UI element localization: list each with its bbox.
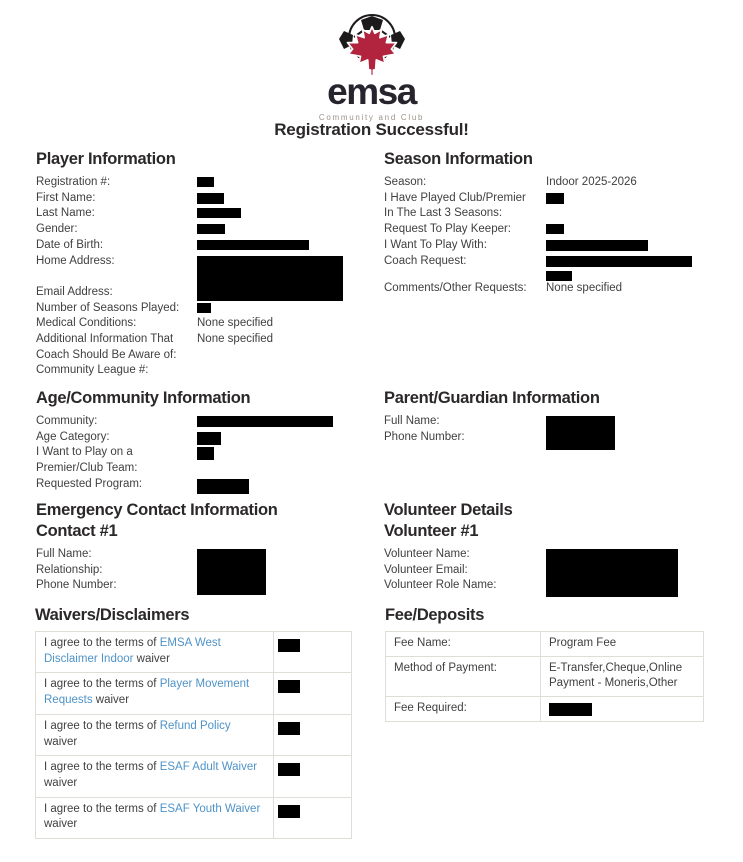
fee-label: Method of Payment:	[386, 656, 541, 696]
waiver-agreement-value	[274, 797, 352, 838]
field-value	[546, 238, 719, 251]
redacted-value	[197, 240, 309, 250]
section-title-line: Emergency Contact Information	[36, 501, 278, 519]
field-label-line: Requested Program:	[36, 477, 143, 490]
field-label	[36, 175, 197, 191]
field-label	[36, 477, 197, 493]
field-label-line: Medical Conditions:	[36, 317, 137, 330]
field-label	[384, 414, 546, 445]
field-label	[36, 363, 197, 379]
redacted-value	[197, 479, 249, 494]
emsa-logo	[0, 12, 743, 122]
logo-brand-text: emsa	[327, 71, 416, 112]
field-value	[546, 547, 719, 597]
redacted-value	[546, 193, 564, 204]
field-row	[36, 445, 371, 476]
section-player-information	[36, 149, 371, 379]
field-label	[36, 238, 197, 254]
section-season-information	[384, 149, 719, 296]
field-row	[36, 191, 371, 207]
field-row	[36, 175, 371, 191]
field-row	[36, 363, 371, 379]
field-value	[197, 191, 371, 204]
field-row	[384, 238, 719, 254]
redacted-value	[197, 177, 214, 187]
waiver-row	[36, 756, 352, 797]
waiver-agreement-value	[274, 632, 352, 673]
waiver-link[interactable]: Refund Policy	[159, 719, 231, 732]
field-label-line: Phone Number:	[384, 430, 465, 443]
field-label	[36, 445, 197, 476]
waiver-row	[36, 714, 352, 755]
waiver-statement	[36, 756, 274, 797]
field-label-line: I Have Played Club/Premier	[384, 191, 526, 204]
field-label-line: Volunteer Name:	[384, 548, 470, 560]
section-age-community-information	[36, 388, 371, 494]
redacted-value	[197, 256, 343, 301]
field-value	[197, 254, 371, 301]
field-label	[36, 332, 197, 363]
redacted-value	[546, 240, 648, 251]
waiver-link[interactable]: ESAF Youth Waiver	[159, 802, 261, 815]
fee-row	[386, 697, 704, 722]
field-label-line: Gender:	[36, 223, 78, 236]
field-value	[197, 175, 371, 187]
field-label-line: Email Address:	[36, 285, 113, 298]
section-volunteer-details	[384, 500, 719, 597]
field-label	[36, 316, 197, 332]
field-label-line: Community:	[36, 415, 98, 427]
fee-value: Program Fee	[541, 632, 704, 657]
field-row	[36, 547, 371, 595]
field-row	[384, 175, 719, 191]
field-label-line: I Want to Play on a	[36, 446, 133, 459]
redacted-value	[546, 271, 572, 281]
waiver-statement	[36, 673, 274, 714]
field-value: None specified	[546, 281, 623, 294]
waiver-link[interactable]: EMSA West Disclaimer Indoor	[44, 637, 221, 665]
soccer-ball-maple-leaf-icon	[324, 12, 420, 78]
field-row	[36, 301, 371, 317]
section-title	[384, 500, 719, 542]
field-value	[546, 414, 719, 450]
section-title: Season Information	[384, 150, 533, 168]
field-label-line: Last Name:	[36, 207, 95, 220]
field-row	[36, 254, 371, 301]
redacted-value	[546, 224, 564, 234]
waiver-row	[36, 673, 352, 714]
fee-value	[541, 697, 704, 722]
field-value	[197, 430, 371, 445]
field-label-line: First Name:	[36, 191, 96, 204]
field-row	[36, 477, 371, 494]
field-label-line: Premier/Club Team:	[36, 462, 138, 475]
redacted-value	[546, 416, 615, 450]
field-label-line: Coach Request:	[384, 254, 467, 267]
section-subtitle: Contact #1	[36, 522, 118, 540]
waiver-link[interactable]: ESAF Adult Waiver	[159, 761, 258, 774]
field-row	[384, 547, 719, 597]
redacted-value	[278, 763, 300, 776]
redacted-value	[278, 639, 300, 652]
waiver-statement-suffix: waiver	[92, 694, 130, 707]
field-label-line: Additional Information That	[36, 333, 174, 346]
redacted-value	[197, 447, 214, 460]
field-label-line: Coach Should Be Aware of:	[36, 348, 177, 361]
field-label	[36, 414, 197, 430]
waiver-statement-suffix: waiver	[44, 818, 78, 831]
section-title-line: Volunteer Details	[384, 501, 513, 519]
field-value	[197, 547, 371, 595]
field-value: Indoor 2025-2026	[546, 176, 637, 188]
waiver-statement-suffix: waiver	[44, 735, 78, 748]
field-label-line: Registration #:	[36, 176, 111, 188]
logo-tagline: Community and Club	[318, 113, 425, 122]
field-value	[546, 222, 719, 234]
field-label	[36, 191, 197, 207]
field-row	[384, 254, 719, 281]
redacted-value	[278, 805, 300, 818]
field-label	[36, 301, 197, 317]
redacted-value	[278, 722, 300, 735]
field-label	[384, 547, 546, 594]
section-waivers-disclaimers	[35, 605, 370, 839]
field-row	[36, 238, 371, 254]
waiver-statement	[36, 797, 274, 838]
section-title: Waivers/Disclaimers	[35, 606, 190, 624]
field-label-line: Comments/Other Requests:	[384, 281, 527, 294]
waiver-statement-suffix: waiver	[133, 652, 170, 665]
redacted-value	[549, 703, 592, 716]
field-row	[384, 414, 719, 450]
field-label-line: Number of Seasons Played:	[36, 301, 180, 314]
waiver-agreement-value	[274, 756, 352, 797]
waiver-agreement-value	[274, 673, 352, 714]
field-label	[36, 254, 197, 301]
field-label-line: Full Name:	[384, 415, 440, 427]
waivers-table	[35, 631, 352, 839]
fees-table	[385, 631, 704, 722]
fee-value: E-Transfer,Cheque,Online Payment - Moneris,Other	[541, 656, 704, 696]
waiver-statement-prefix: I agree to the terms of	[44, 761, 160, 774]
field-value	[197, 222, 371, 234]
field-row	[36, 332, 371, 363]
field-label-line: Relationship:	[36, 563, 103, 576]
section-title: Fee/Deposits	[385, 606, 485, 624]
redacted-value	[546, 549, 678, 597]
waiver-statement-prefix: I agree to the terms of	[44, 719, 160, 732]
section-emergency-contact	[36, 500, 371, 595]
field-label-line: Full Name:	[36, 548, 92, 560]
field-label-line: In The Last 3 Seasons:	[384, 207, 503, 220]
field-label-line: I Want To Play With:	[384, 238, 487, 251]
redacted-value	[197, 303, 211, 313]
field-value	[197, 414, 371, 427]
waiver-statement-prefix: I agree to the terms of	[44, 678, 160, 691]
field-label-line: Volunteer Role Name:	[384, 579, 497, 592]
field-label	[36, 206, 197, 222]
redacted-value	[197, 224, 225, 234]
section-title: Age/Community Information	[36, 389, 251, 407]
waiver-row	[36, 797, 352, 838]
field-row	[36, 316, 371, 332]
field-label	[384, 254, 546, 270]
fee-row	[386, 656, 704, 696]
field-label	[36, 430, 197, 446]
waiver-statement	[36, 714, 274, 755]
field-label	[384, 238, 546, 254]
field-label-line: Date of Birth:	[36, 238, 104, 251]
field-value	[546, 191, 719, 204]
waiver-statement-prefix: I agree to the terms of	[44, 637, 160, 649]
field-label	[384, 191, 546, 222]
fee-row	[386, 632, 704, 657]
redacted-value	[197, 208, 241, 218]
section-title	[36, 500, 371, 542]
section-subtitle: Volunteer #1	[384, 522, 479, 540]
field-label	[36, 547, 197, 594]
waiver-statement-prefix: I agree to the terms of	[44, 802, 160, 815]
page-title: Registration Successful!	[274, 120, 469, 139]
waiver-agreement-value	[274, 714, 352, 755]
field-row	[36, 222, 371, 238]
redacted-value	[197, 549, 266, 595]
field-label	[384, 281, 546, 297]
section-title: Parent/Guardian Information	[384, 389, 600, 407]
fee-label: Fee Required:	[386, 697, 541, 722]
field-label-line: Phone Number:	[36, 579, 117, 592]
field-value: None specified	[197, 317, 274, 330]
section-title: Player Information	[36, 150, 176, 168]
field-label-line: Community League #:	[36, 364, 149, 377]
redacted-value	[197, 193, 224, 204]
field-label-line: Volunteer Email:	[384, 563, 468, 576]
waiver-row	[36, 632, 352, 673]
field-value: None specified	[197, 333, 274, 346]
field-row	[36, 430, 371, 446]
waiver-link[interactable]: Player Movement Requests	[44, 678, 250, 707]
fee-label: Fee Name:	[386, 632, 541, 657]
field-value	[197, 238, 371, 250]
field-label-line: Home Address:	[36, 254, 115, 267]
field-row	[36, 414, 371, 430]
field-label	[36, 222, 197, 238]
field-label	[384, 175, 546, 191]
redacted-value	[197, 416, 333, 427]
field-label-line: Request To Play Keeper:	[384, 223, 512, 236]
field-value	[197, 445, 371, 460]
redacted-value	[278, 680, 300, 693]
field-value	[197, 301, 371, 313]
field-row	[384, 222, 719, 238]
redacted-value	[546, 256, 692, 267]
field-row	[384, 281, 719, 297]
field-value	[197, 206, 371, 218]
field-label-line: Season:	[384, 176, 427, 188]
field-value	[197, 477, 371, 494]
field-label-line: Age Category:	[36, 430, 110, 443]
waiver-statement	[36, 632, 274, 673]
field-label	[384, 222, 546, 238]
field-row	[384, 191, 719, 222]
field-value	[546, 254, 719, 281]
section-fee-deposits	[385, 605, 720, 722]
field-row	[36, 206, 371, 222]
waiver-statement-suffix: waiver	[44, 776, 78, 789]
field-label-line	[36, 269, 197, 285]
redacted-value	[197, 432, 221, 445]
section-parent-guardian-information	[384, 388, 719, 450]
